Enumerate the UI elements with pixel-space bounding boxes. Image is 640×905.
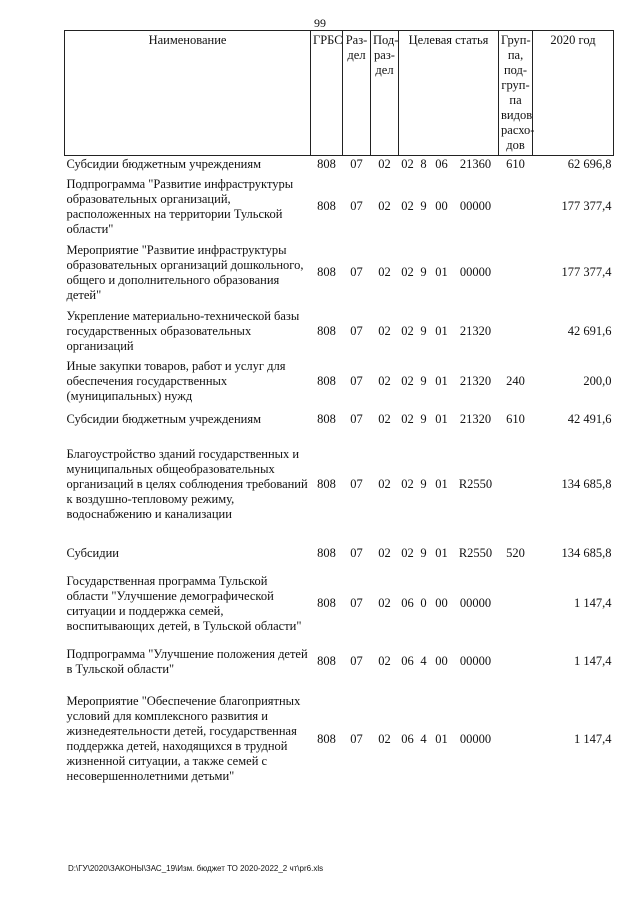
cell-grbs: 808 [317,731,336,746]
cell-name: Подпрограмма "Улучшение положения детей в Тульской области" [66,646,308,676]
cell-cs4: 00000 [459,731,492,746]
cell-sum: 62 696,8 [533,156,614,175]
table-row [65,156,614,175]
cell-pr: 02 [378,546,391,560]
cell-grbs: 808 [317,374,336,388]
cell-cs4: 00000 [459,265,492,279]
cell-grbs: 808 [317,477,336,491]
cell-pr: 02 [378,374,391,388]
cell-sum: 200,0 [583,374,612,388]
cell-vr [499,637,533,687]
cell-sum: 134 685,8 [561,546,612,560]
cell-sum: 1 147,4 [574,654,612,668]
cell-cs4: R2550 [458,477,493,491]
table-row [65,433,614,537]
header-gruppa: Груп-па, под-груп-па видов расхо-дов [499,31,533,156]
table-row [65,240,614,306]
cell-grbs: 808 [317,323,336,338]
cell-pr: 02 [378,265,391,279]
table-row [65,537,614,571]
header-razdel: Раз-дел [343,31,371,156]
cell-cs3: 01 [435,323,448,338]
cell-sum: 1 147,4 [574,731,612,746]
cell-grbs: 808 [317,596,336,610]
header-tselevaya-statya: Целевая статья [399,31,499,156]
cell-cs2: 9 [420,265,427,279]
cell-rz: 07 [350,199,363,213]
cell-rz: 07 [350,654,363,668]
table-row [65,687,614,792]
cell-name: Укрепление материально-технической базы государственных образовательных организаций [66,308,300,353]
cell-name: Мероприятие "Обеспечение благоприятных условий для комплексного развития и жизнедеятельности детей, государственная поддержка детей, находящихся в трудной жизненной ситуации, а также семей с несовершеннолетними детьми" [66,694,301,783]
cell-cs3: 01 [435,477,448,491]
header-grbs: ГРБС [311,31,343,156]
cell-cs3: 01 [435,731,448,746]
cell-cs3: 06 [431,156,453,175]
table-header-row [65,31,614,156]
table-row [65,637,614,687]
cell-pr: 02 [378,654,391,668]
cell-cs2: 4 [420,731,427,746]
cell-sum: 177 377,4 [561,265,612,279]
cell-grbs: 808 [317,265,336,279]
cell-sum: 1 147,4 [574,596,612,610]
cell-cs4: 00000 [459,654,492,668]
cell-vr: 520 [506,546,525,560]
cell-sum: 42 691,6 [567,323,612,338]
cell-vr [499,240,533,306]
table-row [65,306,614,357]
cell-name: Субсидии бюджетным учреждениям [65,156,311,175]
cell-sum: 134 685,8 [561,477,612,491]
cell-pr: 02 [378,596,391,610]
cell-cs1: 02 [401,199,414,213]
cell-cs2: 4 [420,654,427,668]
cell-vr [499,306,533,357]
cell-vr [499,571,533,637]
cell-rz: 07 [350,412,363,426]
cell-cs1: 02 [401,374,414,388]
cell-cs4: 00000 [459,199,492,213]
cell-grbs: 808 [311,156,343,175]
cell-cs1: 06 [401,654,414,668]
cell-cs4: 21320 [459,323,492,338]
cell-rz: 07 [350,596,363,610]
table-row [65,407,614,433]
cell-cs1: 02 [399,156,417,175]
cell-rz: 07 [350,323,363,338]
cell-rz: 07 [343,156,371,175]
cell-cs1: 02 [401,546,414,560]
cell-pr: 02 [378,412,391,426]
table-row [65,357,614,407]
table-row [65,571,614,637]
cell-sum: 42 491,6 [567,412,612,426]
cell-cs4: 21360 [453,156,499,175]
cell-name: Благоустройство зданий государственных и муниципальных общеобразовательных организаций в целях соблюдения требований к воздушно-тепловому режиму, водоснабжению и канализации [66,447,308,521]
cell-grbs: 808 [317,412,336,426]
cell-sum: 177 377,4 [561,199,612,213]
cell-name: Мероприятие "Развитие инфраструктуры образовательных организаций дошкольного, общего и дополнительного образования детей" [66,242,304,302]
cell-vr [499,174,533,240]
cell-cs1: 02 [401,323,414,338]
cell-cs1: 02 [401,265,414,279]
cell-rz: 07 [350,546,363,560]
cell-rz: 07 [350,477,363,491]
cell-cs4: R2550 [458,546,493,560]
cell-cs1: 06 [401,731,414,746]
cell-cs2: 9 [420,374,427,388]
cell-cs1: 06 [401,596,414,610]
cell-grbs: 808 [317,654,336,668]
cell-pr: 02 [378,731,391,746]
cell-grbs: 808 [317,546,336,560]
cell-cs3: 01 [435,265,448,279]
cell-rz: 07 [350,374,363,388]
cell-cs2: 9 [420,323,427,338]
header-name: Наименование [65,31,311,156]
cell-cs1: 02 [401,477,414,491]
cell-cs4: 21320 [459,412,492,426]
header-year: 2020 год [533,31,614,156]
cell-cs3: 01 [435,374,448,388]
cell-name: Государственная программа Тульской области "Улучшение демографической ситуации и поддержка семей, воспитывающих детей, в Тульской области" [66,573,302,633]
cell-name: Подпрограмма "Развитие инфраструктуры образовательных организаций, расположенных на территории Тульской области" [66,176,294,236]
cell-cs2: 9 [420,412,427,426]
cell-vr: 610 [499,156,533,175]
cell-cs3: 00 [435,596,448,610]
cell-cs3: 00 [435,654,448,668]
cell-pr: 02 [378,323,391,338]
cell-rz: 07 [350,265,363,279]
cell-vr [499,433,533,537]
cell-cs1: 02 [401,412,414,426]
cell-cs3: 01 [435,412,448,426]
page-number: 99 [314,16,326,30]
cell-vr: 610 [506,412,525,426]
cell-cs3: 01 [435,546,448,560]
cell-pr: 02 [378,199,391,213]
cell-vr [499,687,533,792]
cell-cs4: 21320 [459,374,492,388]
cell-cs3: 00 [435,199,448,213]
cell-cs2: 9 [420,546,427,560]
budget-table [64,30,614,792]
cell-cs2: 9 [420,477,427,491]
cell-vr: 240 [506,374,525,388]
cell-pr: 02 [378,477,391,491]
cell-grbs: 808 [317,199,336,213]
cell-name: Субсидии бюджетным учреждениям [66,412,262,426]
file-path-footer: D:\ГУ\2020\ЗАКОНЫ\ЗАС_19\Изм. бюджет ТО 2020-2022_2 чт\рr6.xls [68,864,324,873]
cell-name: Иные закупки товаров, работ и услуг для обеспечения государственных (муниципальных) нужд [66,359,286,403]
cell-cs2: 0 [420,596,427,610]
table-row [65,174,614,240]
cell-pr: 02 [371,156,399,175]
cell-rz: 07 [350,731,363,746]
cell-cs2: 8 [417,156,431,175]
cell-cs2: 9 [420,199,427,213]
cell-name: Субсидии [66,546,119,560]
cell-cs4: 00000 [459,596,492,610]
header-podrazdel: Под-раз-дел [371,31,399,156]
